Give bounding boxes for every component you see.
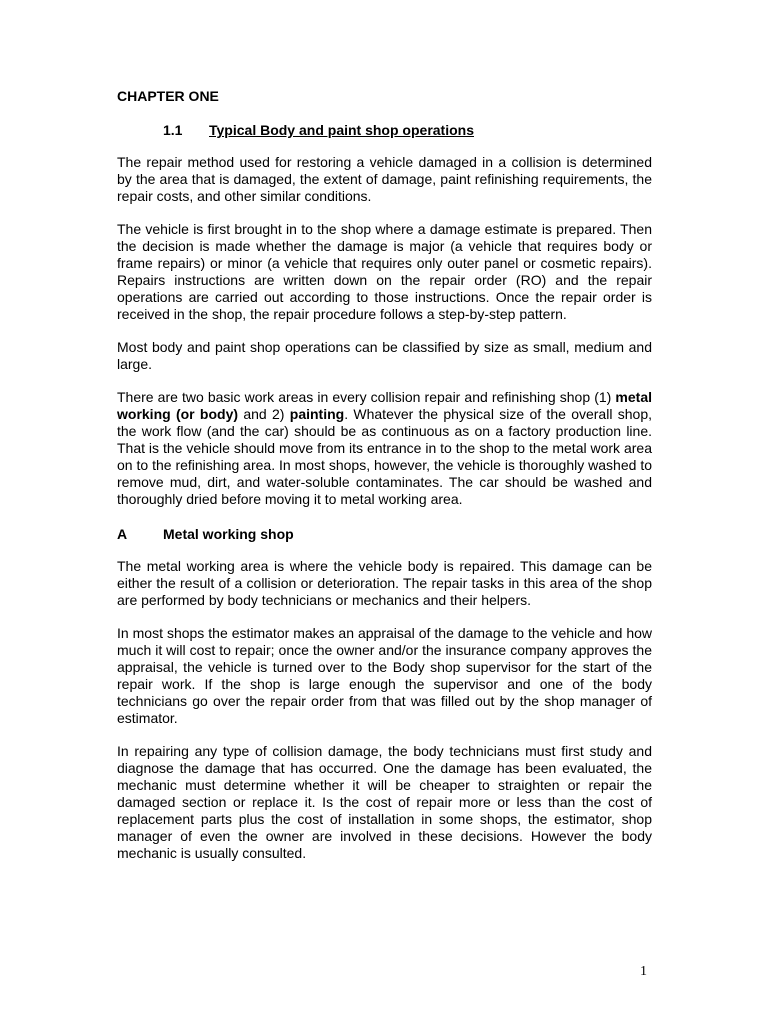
section-heading — [117, 120, 652, 140]
work-areas-text-3: . Whatever the physical size of the overall shop, the work flow (and the car) should be as continuous as on a factory production line. That is the vehicle should move from its entrance in to the shop to the metal work area on to the refinishing area. In most shops, however, the vehicle is thoroughly washed to remove mud, dirt, and water-soluble contaminates. The car should be washed and thoroughly dried before moving it to metal working area. — [117, 406, 652, 507]
paragraph-estimator: In most shops the estimator makes an appraisal of the damage to the vehicle and how much it will cost to repair; once the owner and/or the insurance company approves the appraisal, the vehicle is turned over to the Body shop supervisor for the start of the repair work. If the shop is large enough the supervisor and one of the body technicians go over the repair order from that was filled out by the shop manager of estimator. — [117, 625, 652, 726]
work-areas-bold-painting: painting — [289, 406, 345, 422]
chapter-title: CHAPTER ONE — [117, 88, 219, 104]
document-page — [117, 86, 652, 878]
section-title: Typical Body and paint shop operations — [209, 122, 474, 138]
paragraph-diagnose: In repairing any type of collision damage, the body technicians must first study and diagnose the damage that has occurred. One the damage has been evaluated, the mechanic must determine whether it will be cheaper to straighten or repair the damaged section or replace it. Is the cost of repair more or less than the cost of replacement parts plus the cost of installation in some shops, the estimator, shop manager of even the owner are involved in these decisions. However the body mechanic is usually consulted. — [117, 743, 652, 861]
paragraph-shop-size: Most body and paint shop operations can be classified by size as small, medium and large. — [117, 339, 652, 372]
work-areas-text-1: There are two basic work areas in every collision repair and refinishing shop (1) — [117, 389, 616, 405]
work-areas-bold-metal: metal working (or body) — [117, 389, 652, 422]
subsection-title: Metal working shop — [163, 526, 294, 542]
paragraph-work-areas — [117, 389, 652, 508]
work-areas-text-2: and 2) — [238, 406, 290, 422]
subsection-letter: A — [117, 526, 128, 542]
page-number: 1 — [640, 964, 647, 979]
section-number: 1.1 — [163, 122, 183, 138]
paragraph-damage-estimate: The vehicle is first brought in to the shop where a damage estimate is prepared. Then the decision is made whether the damage is major (a vehicle that requires body or frame repairs) or minor (a vehicle that requires only outer panel or cosmetic repairs). Repairs instructions are written down on the repair order (RO) and the repair operations are carried out according to those instructions. Once the repair order is received in the shop, the repair procedure follows a step-by-step pattern. — [117, 221, 652, 322]
paragraph-repair-method: The repair method used for restoring a vehicle damaged in a collision is determined by the area that is damaged, the extent of damage, paint refinishing requirements, the repair costs, and other similar conditions. — [117, 154, 652, 204]
subsection-heading — [117, 524, 652, 544]
paragraph-metal-area: The metal working area is where the vehicle body is repaired. This damage can be either the result of a collision or deterioration. The repair tasks in this area of the shop are performed by body technicians or mechanics and their helpers. — [117, 558, 652, 608]
